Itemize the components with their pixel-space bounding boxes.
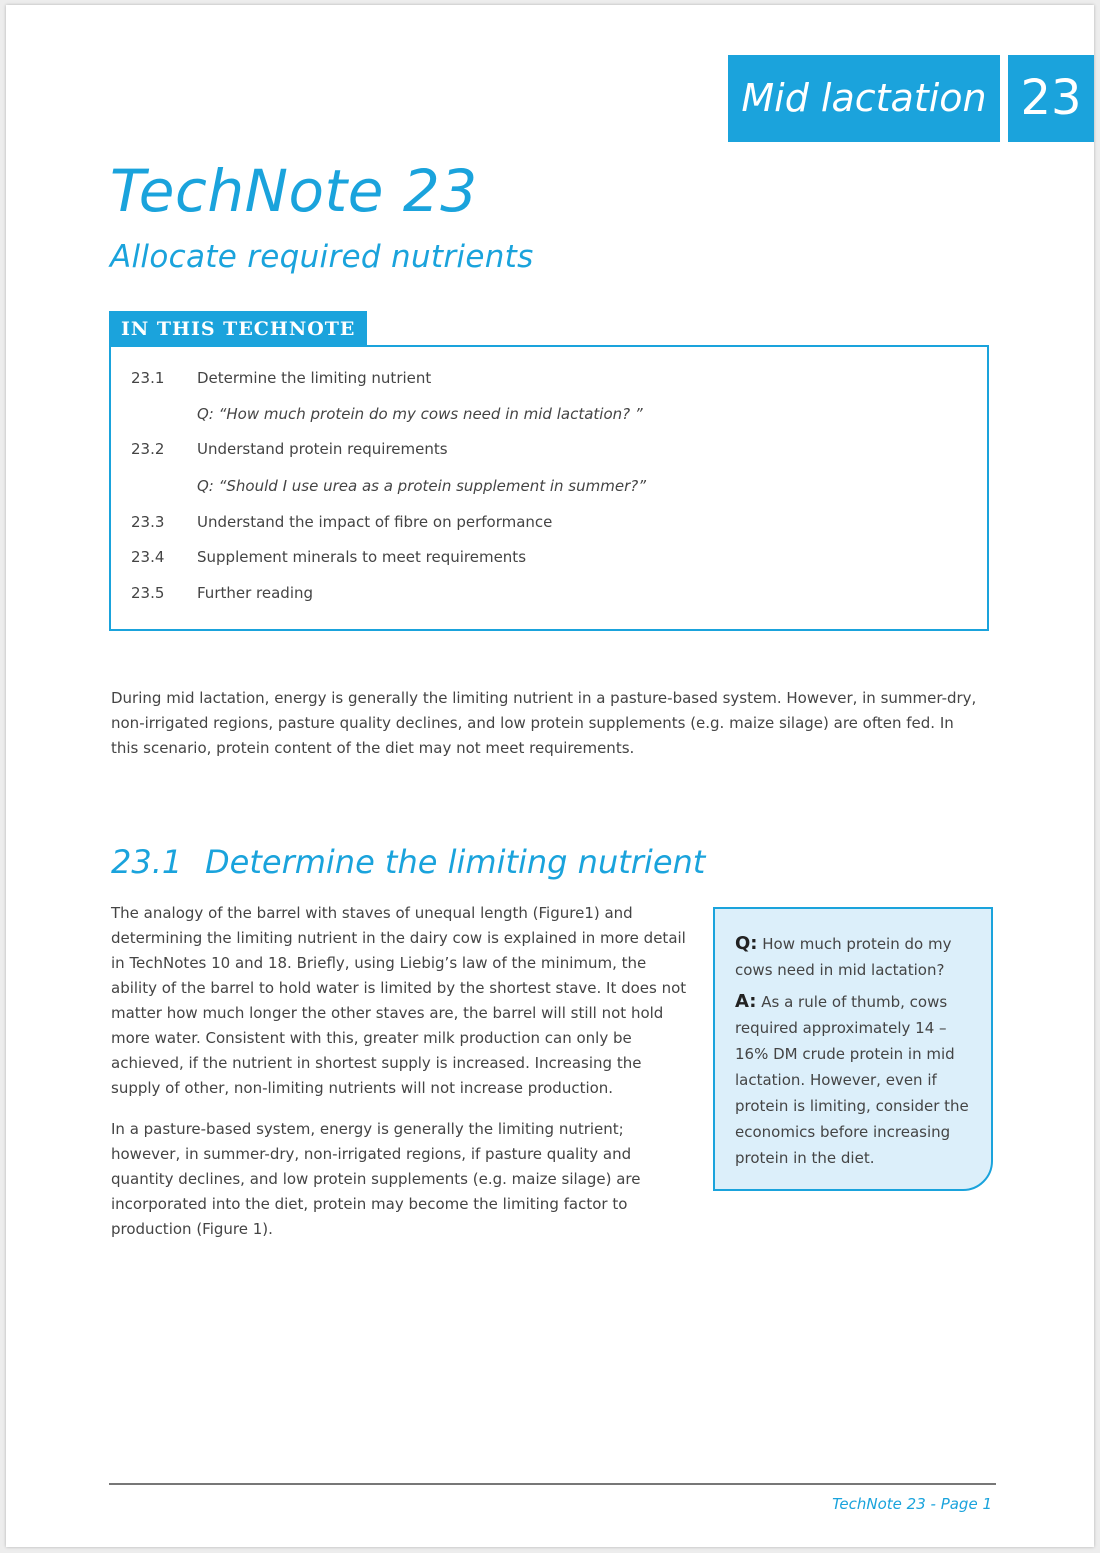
page-subtitle: Allocate required nutrients xyxy=(110,239,534,275)
toc-item-label: Understand protein requirements xyxy=(197,440,448,458)
toc-item-label: Understand the impact of fibre on performance xyxy=(197,513,553,531)
footer-divider xyxy=(109,1483,996,1485)
section-title: Determine the limiting nutrient xyxy=(205,843,706,881)
toc-item[interactable] xyxy=(131,513,552,531)
question-text: How much protein do my cows need in mid lactation? xyxy=(735,935,952,979)
toc-item[interactable] xyxy=(131,369,431,387)
answer-lead: A: xyxy=(735,991,757,1012)
intro-paragraph: During mid lactation, energy is generally the limiting nutrient in a pasture-based system. However, in summer-dry, non-irrigated regions, pasture quality declines, and low protein supplements (e.g. maize silage) are often fed. In this scenario, protein content of the diet may not meet requirements. xyxy=(111,689,977,757)
technote-number-tab: 23 xyxy=(1008,55,1094,142)
toc-item-number: 23.1 xyxy=(131,369,165,387)
toc-item[interactable] xyxy=(131,440,448,458)
toc-label: IN THIS TECHNOTE xyxy=(109,311,367,347)
qa-callout xyxy=(713,907,993,1191)
toc-item-number: 23.5 xyxy=(131,584,165,602)
section-tab: Mid lactation xyxy=(728,55,1000,142)
document-page xyxy=(6,5,1094,1547)
section-paragraph-2: In a pasture-based system, energy is generally the limiting nutrient; however, in summer-dry, non-irrigated regions, if pasture quality and quantity declines, and low protein supplements (e.g. maize silage) are incorporated into the diet, protein may become the limiting factor to production (Figure 1). xyxy=(111,1120,641,1238)
toc-item-label: Determine the limiting nutrient xyxy=(197,369,432,387)
toc-box xyxy=(109,345,989,631)
section-heading xyxy=(111,843,705,881)
toc-item-label: Further reading xyxy=(197,584,314,602)
toc-item-number: 23.2 xyxy=(131,440,165,458)
section-number: 23.1 xyxy=(111,843,183,881)
toc-item[interactable] xyxy=(131,548,526,566)
toc-item-number: 23.4 xyxy=(131,548,165,566)
toc-item-question: Q: “Should I use urea as a protein supplement in summer?” xyxy=(197,477,646,495)
toc-item-label: Supplement minerals to meet requirements xyxy=(197,548,527,566)
question-lead: Q: xyxy=(735,933,758,954)
page-title: TechNote 23 xyxy=(110,157,478,225)
toc-item-number: 23.3 xyxy=(131,513,165,531)
qa-answer xyxy=(735,989,973,1171)
qa-question xyxy=(735,931,973,983)
answer-text: As a rule of thumb, cows required approximately 14 – 16% DM crude protein in mid lactation. However, even if protein is limiting, consider the economics before increasing protein in the diet. xyxy=(735,993,969,1167)
toc-item-question: Q: “How much protein do my cows need in mid lactation? ” xyxy=(197,405,643,423)
toc-item[interactable] xyxy=(131,584,313,602)
footer-page-label: TechNote 23 - Page 1 xyxy=(832,1495,992,1513)
section-paragraph-1: The analogy of the barrel with staves of unequal length (Figure1) and determining the limiting nutrient in the dairy cow is explained in more detail in TechNotes 10 and 18. Briefly, using Liebig’s law of the minimum, the ability of the barrel to hold water is limited by the shortest stave. It does not matter how much longer the other staves are, the barrel will still not hold more water. Consistent with this, greater milk production can only be achieved, if the nutrient in shortest supply is increased. Increasing the supply of other, non-limiting nutrients will not increase production. xyxy=(111,904,687,1097)
